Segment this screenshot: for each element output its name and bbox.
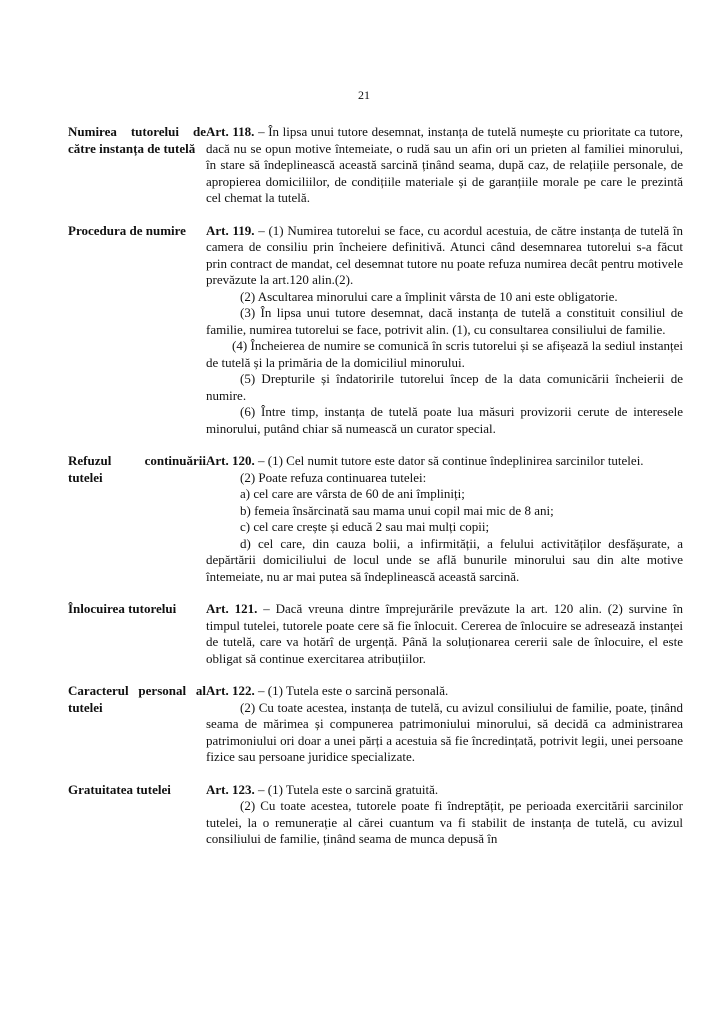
paragraph <box>206 683 683 700</box>
list-item: c) cel care crește și educă 2 sau mai mulți copii; <box>240 519 490 534</box>
section-body <box>206 683 683 766</box>
article-number: Art. 119. <box>206 222 255 238</box>
paragraph: (6) Între timp, instanța de tutelă poate lua măsuri provizorii cerute de interesele minorului, putând chiar să numească un curator special. <box>206 404 683 436</box>
side-title: Înlocuirea tutorelui <box>68 601 177 616</box>
paragraph <box>206 453 683 470</box>
article-number: Art. 120. <box>206 453 255 468</box>
paragraph-text: – Dacă vreuna dintre împrejurările prevăzute la art. 120 alin. (2) survine în timpul tutelei, tutorele poate cere să fie înlocuit. Cererea de înlocuire se adresează instanței de tutelă, care va hotărî de urgență. Până la soluționarea cererii sale de înlocuire, el este obligat să continue exercitarea atribuțiilor. <box>206 601 683 666</box>
article-number: Art. 121. <box>206 601 258 616</box>
section-body <box>206 782 683 848</box>
page-number: 21 <box>358 88 370 102</box>
side-title: Numirea tutorelui de către instanța de tutelă <box>68 124 206 156</box>
article-number: Art. 118. <box>206 124 255 139</box>
section-art-122 <box>68 683 683 766</box>
paragraph-text: – (1) Tutela este o sarcină gratuită. <box>254 781 439 797</box>
article-number: Art. 123. <box>206 781 255 797</box>
list-item: d) cel care, din cauza bolii, a infirmității, a felului activităților desfășurate, a depărtării domiciliului de locul unde se află bunurile minorului sau din alte motive întemeiate, nu ar mai putea să îndeplinească această sarcină. <box>206 535 683 584</box>
section-art-121 <box>68 601 683 667</box>
side-title: Procedura de numire <box>68 222 186 238</box>
section-art-120 <box>68 453 683 585</box>
paragraph: (2) Poate refuza continuarea tutelei: <box>240 469 427 485</box>
paragraph-text: – (1) Tutela este o sarcină personală. <box>254 683 449 698</box>
paragraph-text: – (1) Cel numit tutore este dator să continue îndeplinirea sarcinilor tutelei. <box>254 453 644 468</box>
section-body <box>206 223 683 438</box>
paragraph: (3) În lipsa unui tutore desemnat, dacă instanța de tutelă a constituit consiliul de familie, numirea tutorelui se face, potrivit alin. (1), cu consultarea consiliului de familie. <box>206 305 683 337</box>
section-body <box>206 453 683 585</box>
section-art-119 <box>68 223 683 438</box>
list-item: a) cel care are vârsta de 60 de ani împliniți; <box>240 486 465 501</box>
paragraph <box>206 782 683 799</box>
paragraph: (5) Drepturile și îndatoririle tutorelui încep de la data comunicării încheierii de numire. <box>206 371 683 403</box>
paragraph <box>206 223 683 289</box>
paragraph-text: – (1) Numirea tutorelui se face, cu acordul acestuia, de către instanța de tutelă în camera de consiliu prin încheiere definitivă. Atunci când desemnarea tutorelui s-a făcut prin contract de mandat, cel desemnat tutore nu poate refuza numirea decât pentru motivele prevăzute la art.120 alin.(2). <box>206 222 683 287</box>
paragraph: (2) Ascultarea minorului care a împlinit vârsta de 10 ani este obligatorie. <box>240 288 618 304</box>
paragraph-text: – În lipsa unui tutore desemnat, instanța de tutelă numește cu prioritate ca tutore, dacă nu se opun motive întemeiate, o rudă sau un afin ori un prieten al familiei minorului, în stare să îndeplinească această sarcină ținând seama, după caz, de relațiile personale, de apropierea domiciliilor, de condițiile materiale și de garanțiile morale pe care le prezintă cel chemat la tutelă. <box>206 124 683 205</box>
side-title: Caracterul personal al tutelei <box>68 683 206 715</box>
side-title: Refuzul continuării tutelei <box>68 453 206 485</box>
section-body <box>206 124 683 207</box>
paragraph <box>206 124 683 207</box>
list-item: b) femeia însărcinată sau mama unui copil mai mic de 8 ani; <box>240 502 554 518</box>
document-body <box>68 124 683 864</box>
article-number: Art. 122. <box>206 683 255 698</box>
side-title: Gratuitatea tutelei <box>68 781 171 797</box>
section-body <box>206 601 683 667</box>
paragraph: (2) Cu toate acestea, tutorele poate fi îndreptățit, pe perioada exercitării sarcinilor tutelei, la o remunerație al cărei cuantum va fi stabilit de instanța de tutelă, cu avizul consiliului de familie, ținând seama de munca depusă în <box>206 798 683 846</box>
paragraph <box>206 601 683 667</box>
paragraph: (2) Cu toate acestea, instanța de tutelă, cu avizul consiliului de familie, poate, ținând seama de mărimea și compunerea patrimoniului minorului, să decidă ca administrarea patrimoniului ori doar a unei părți a acestuia să fie încredințată, potrivit legii, unei persoane fizice sau persoane juridice specializate. <box>206 699 683 764</box>
section-art-123 <box>68 782 683 848</box>
section-art-118 <box>68 124 683 207</box>
paragraph: (4) Încheierea de numire se comunică în scris tutorelui și se afișează la sediul instanței de tutelă și la primăria de la domiciliul minorului. <box>206 338 683 370</box>
